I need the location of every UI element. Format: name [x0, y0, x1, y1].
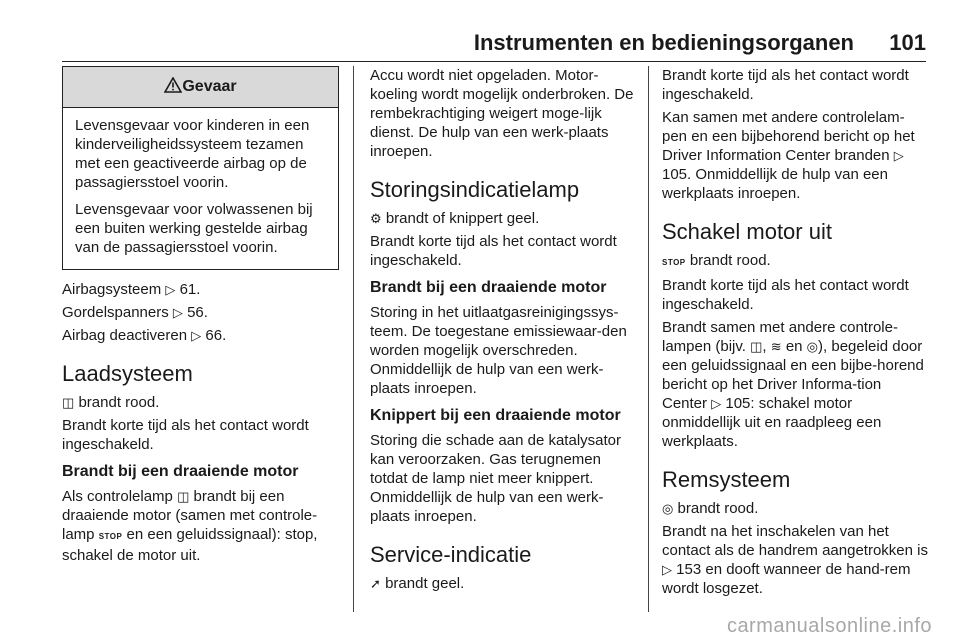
service-status: ➚ brandt geel.: [370, 575, 465, 592]
engine-icon: ⚙: [370, 211, 382, 226]
warning-title: Gevaar: [182, 78, 237, 95]
column-2: [370, 66, 635, 597]
heading-draaiende-motor: Brandt bij een draaiende motor: [62, 463, 299, 480]
page-ref-icon: ▷: [893, 148, 904, 163]
column-divider-1: [353, 66, 354, 612]
warning-body: [63, 108, 338, 269]
stop-icon: STOP: [98, 532, 123, 541]
page-ref-icon: ▷: [191, 328, 202, 343]
battery-icon: ◫: [177, 489, 190, 504]
draai-info-2: Storing in het uitlaatgasreinigingssys-teem. De toegestane emissiewaar-den worden mogelijk overschreden. Onmiddellijk de hulp van een werk-plaats inroepen.: [370, 304, 627, 397]
draai-info: Als controlelamp ◫ brandt bij een draaiende motor (samen met controle-lamp STOP en een geluidssignaal): stop, schakel de motor uit.: [62, 488, 318, 564]
warning-header: [63, 67, 338, 108]
stop-icon: STOP: [662, 258, 686, 267]
warning-box: [62, 66, 339, 270]
header-title: Instrumenten en bedieningsorganen: [473, 30, 854, 55]
accu-info: Accu wordt niet opgeladen. Motor-koeling wordt mogelijk onderbroken. De rembekrachtiging weigert moge-lijk dienst. De hulp van een werk-plaats inroepen.: [370, 67, 634, 160]
header-rule: [62, 61, 926, 62]
heading-knippert: Knippert bij een draaiende motor: [370, 407, 621, 424]
storing-info: Brandt korte tijd als het contact wordt ingeschakeld.: [370, 233, 617, 269]
schakel-detail: Brandt samen met andere controle-lampen (bijv. ◫, ≋ en ◎), begeleid door een geluidssignaal en een bijbe-horend bericht op het Driver Informa-tion Center ▷ 105: schakel motor onmiddellijk uit en raadpleeg een werkplaats.: [662, 319, 924, 450]
heading-storingsindicatielamp: Storingsindicatielamp: [370, 177, 580, 202]
column-1: [62, 66, 339, 569]
col3-intro: Brandt korte tijd als het contact wordt ingeschakeld.: [662, 67, 909, 103]
heading-schakel-motor-uit: Schakel motor uit: [662, 219, 832, 244]
warning-paragraph-1: Levensgevaar voor kinderen in een kinderveiligheidssysteem tezamen met een geactiveerde airbag op de passagiersstoel voorin.: [75, 117, 310, 191]
ref-gordel: Gordelspanners ▷ 56.: [62, 304, 208, 321]
ref-deactiveren: Airbag deactiveren ▷ 66.: [62, 327, 227, 344]
schakel-status: STOP brandt rood.: [662, 252, 771, 269]
rem-info: Brandt na het inschakelen van het contact als de handrem aangetrokken is ▷ 153 en dooft wanneer de hand-rem wordt losgezet.: [662, 523, 928, 597]
warning-paragraph-2: Levensgevaar voor volwassenen bij een buiten werking gestelde airbag van de passagiersstoel voorin.: [75, 201, 313, 256]
schakel-info: Brandt korte tijd als het contact wordt ingeschakeld.: [662, 277, 909, 313]
page-ref-icon: ▷: [172, 305, 183, 320]
col3-dic-info: Kan samen met andere controlelam-pen en een bijbehorend bericht op het Driver Information Center branden ▷ 105. Onmiddellijk de hulp van een werkplaats inroepen.: [662, 109, 915, 202]
wrench-icon: ➚: [370, 576, 381, 591]
page-ref-icon: ▷: [711, 396, 722, 411]
heading-draaiende-motor-2: Brandt bij een draaiende motor: [370, 279, 607, 296]
page-number: 101: [889, 30, 926, 55]
laad-info: Brandt korte tijd als het contact wordt ingeschakeld.: [62, 417, 309, 453]
brake-icon: ◎: [662, 501, 674, 516]
battery-icon: ◫: [750, 339, 763, 354]
heading-laadsysteem: Laadsysteem: [62, 361, 193, 386]
brake-icon: ◎: [806, 339, 819, 354]
page-header: [62, 30, 926, 58]
temperature-icon: ≋: [770, 339, 782, 354]
warning-triangle-icon: [164, 77, 182, 93]
page-ref-icon: ▷: [165, 282, 176, 297]
laad-status: ◫ brandt rood.: [62, 394, 160, 411]
ref-airbag: Airbagsysteem ▷ 61.: [62, 281, 201, 298]
watermark: carmanualsonline.info: [726, 615, 932, 637]
heading-service-indicatie: Service-indicatie: [370, 542, 532, 567]
page-ref-icon: ▷: [662, 562, 672, 577]
column-divider-2: [648, 66, 649, 612]
heading-remsysteem: Remsysteem: [662, 467, 791, 492]
battery-icon: ◫: [62, 395, 75, 410]
column-3: [662, 66, 928, 602]
knip-info: Storing die schade aan de katalysator kan veroorzaken. Gas terugnemen totdat de lamp niet meer knippert. Onmiddellijk de hulp van een werk-plaats inroepen.: [370, 432, 621, 525]
storing-status: ⚙ brandt of knippert geel.: [370, 210, 540, 227]
rem-status: ◎ brandt rood.: [662, 500, 759, 517]
